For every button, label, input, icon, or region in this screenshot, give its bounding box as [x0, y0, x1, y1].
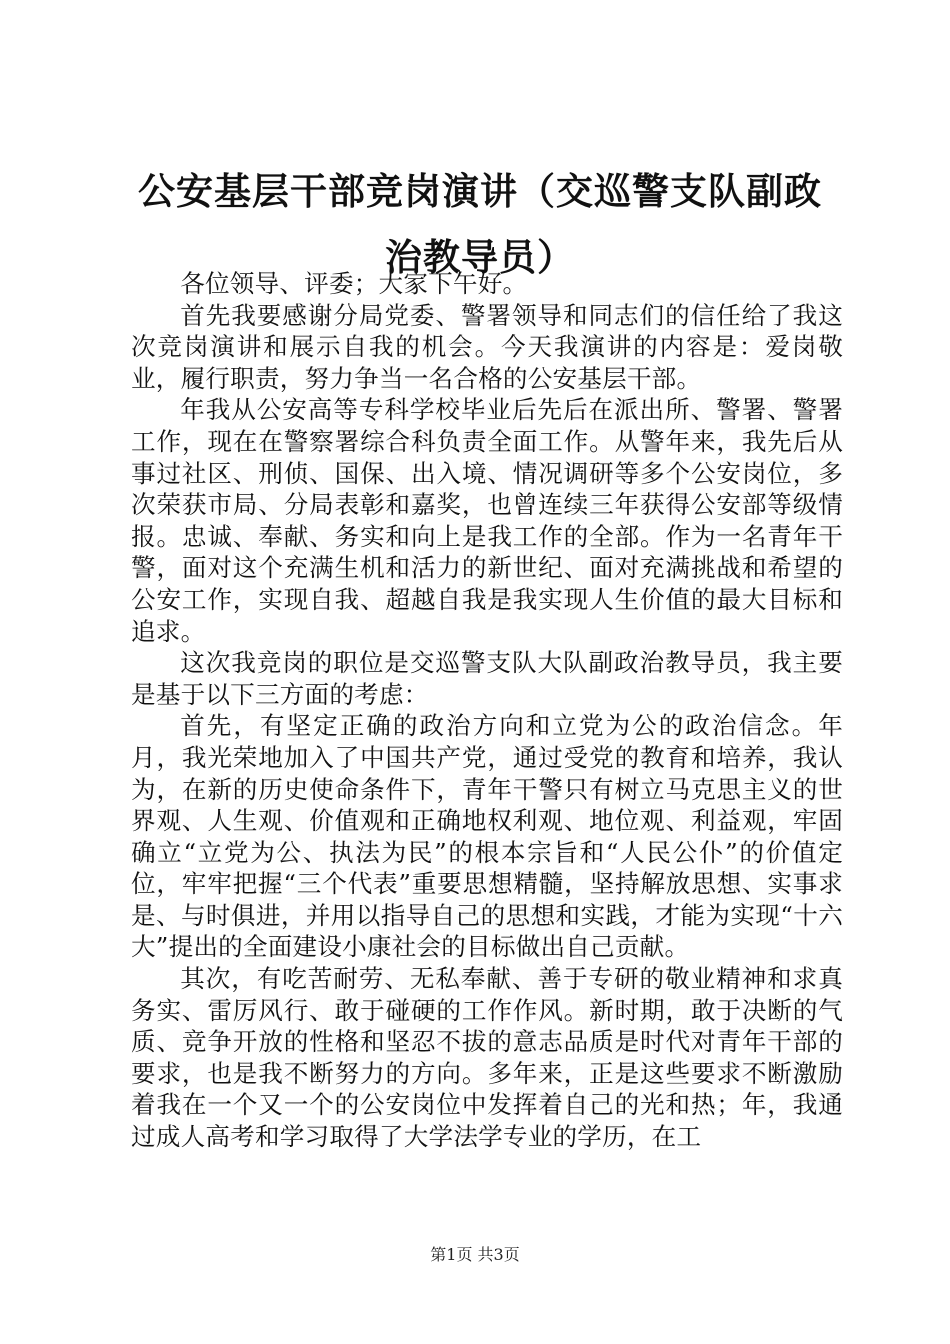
greeting-paragraph: 各位领导、评委；大家下午好。 [180, 269, 528, 298]
page-number-footer: 第1页 共3页 [430, 1245, 520, 1264]
body-paragraph: 首先我要感谢分局党委、警署领导和同志们的信任给了我这次竞岗演讲和展示自我的机会。今天我演讲的内容是：爱岗敬业，履行职责，努力争当一名合格的公安基层干部。 [131, 300, 843, 393]
body-paragraph: 年我从公安高等专科学校毕业后先后在派出所、警署、警署工作，现在在警察署综合科负责全面工作。从警年来，我先后从事过社区、刑侦、国保、出入境、情况调研等多个公安岗位，多次荣获市局、分局表彰和嘉奖，也曾连续三年获得公安部等级情报。忠诚、奉献、务实和向上是我工作的全部。作为一名青年干警，面对这个充满生机和活力的新世纪、面对充满挑战和希望的公安工作，实现自我、超越自我是我实现人生价值的最大目标和追求。 [131, 395, 843, 646]
body-paragraph: 首先，有坚定正确的政治方向和立党为公的政治信念。年月，我光荣地加入了中国共产党，通过受党的教育和培养，我认为，在新的历史使命条件下，青年干警只有树立马克思主义的世界观、人生观、价值观和正确地权利观、地位观、利益观，牢固确立“立党为公、执法为民”的根本宗旨和“人民公仆”的价值定位，牢牢把握“三个代表”重要思想精髓，坚持解放思想、实事求是、与时俱进，并用以指导自己的思想和实践，才能为实现“十六大”提出的全面建设小康社会的目标做出自己贡献。 [131, 711, 843, 962]
body-paragraph: 其次，有吃苦耐劳、无私奉献、善于专研的敬业精神和求真务实、雷厉风行、敢于碰硬的工作作风。新时期，敢于决断的气质、竞争开放的性格和坚忍不拔的意志品质是时代对青年干部的要求，也是我不断努力的方向。多年来，正是这些要求不断激励着我在一个又一个的公安岗位中发挥着自己的光和热；年，我通过成人高考和学习取得了大学法学专业的学历，在工 [131, 964, 843, 1152]
body-paragraph: 这次我竞岗的职位是交巡警支队大队副政治教导员，我主要是基于以下三方面的考虑： [131, 648, 843, 709]
document-title: 公安基层干部竞岗演讲（交巡警支队副政治教导员） [138, 169, 822, 279]
document-body [131, 268, 843, 1153]
